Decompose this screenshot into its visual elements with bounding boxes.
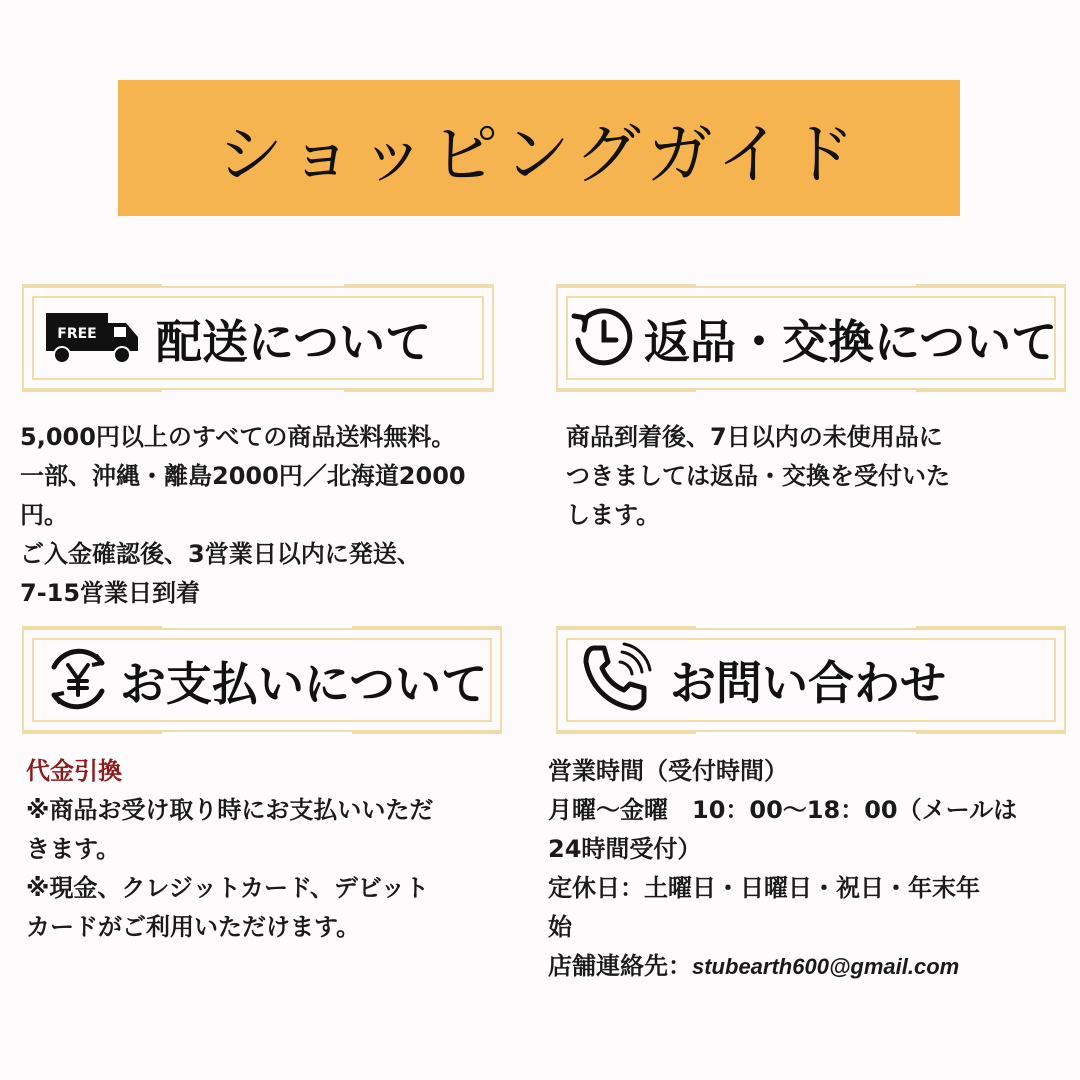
shipping-line: 円。	[20, 501, 68, 529]
contact-line: 月曜～金曜 10：00～18：00（メールは	[548, 796, 1018, 824]
shipping-heading: 配送について	[156, 315, 432, 369]
shipping-line: ご入金確認後、3営業日以内に発送、	[20, 540, 421, 568]
store-contact-label: 店舗連絡先：	[548, 952, 692, 980]
payment-line: カードがご利用いただけます。	[26, 913, 361, 941]
store-contact-line	[548, 947, 1017, 986]
shipping-line: 一部、沖縄・離島2000円／北海道2000	[20, 462, 466, 490]
returns-line: つきましては返品・交換を受付いた	[566, 462, 950, 490]
returns-heading: 返品・交換について	[644, 315, 1058, 369]
phone-icon	[580, 642, 652, 718]
free-delivery-truck-icon	[44, 309, 142, 369]
returns-heading-row	[570, 304, 1057, 374]
shipping-line: 7-15営業日到着	[20, 579, 201, 607]
shipping-line: 5,000円以上のすべての商品送料無料。	[20, 423, 456, 451]
payment-heading: お支払いについて	[120, 657, 488, 711]
page-title: ショッピングガイド	[217, 115, 861, 193]
free-icon-text: FREE	[57, 326, 97, 342]
returns-body	[566, 418, 950, 535]
payment-subheading: 代金引換	[26, 757, 122, 785]
yen-coin-icon	[44, 645, 112, 717]
payment-line: ※現金、クレジットカード、デビット	[26, 874, 429, 902]
title-banner	[118, 80, 960, 216]
shipping-heading-row	[44, 304, 431, 374]
clock-return-icon	[570, 304, 636, 374]
contact-heading-row	[580, 642, 946, 718]
contact-body	[548, 752, 1017, 986]
returns-line: 商品到着後、7日以内の未使用品に	[566, 423, 943, 451]
contact-email-link[interactable]: stubearth600@gmail.com	[692, 954, 960, 979]
payment-body	[26, 752, 433, 947]
returns-line: します。	[566, 501, 661, 529]
contact-line: 始	[548, 913, 572, 941]
payment-line: ※商品お受け取り時にお支払いいただ	[26, 796, 434, 824]
payment-line: きます。	[26, 835, 121, 863]
contact-line: 24時間受付）	[548, 835, 702, 863]
contact-line: 定休日：土曜日・日曜日・祝日・年末年	[548, 874, 980, 902]
payment-heading-row	[44, 646, 487, 716]
contact-heading: お問い合わせ	[670, 656, 946, 710]
shipping-body	[20, 418, 466, 613]
contact-line: 営業時間（受付時間）	[548, 757, 788, 785]
